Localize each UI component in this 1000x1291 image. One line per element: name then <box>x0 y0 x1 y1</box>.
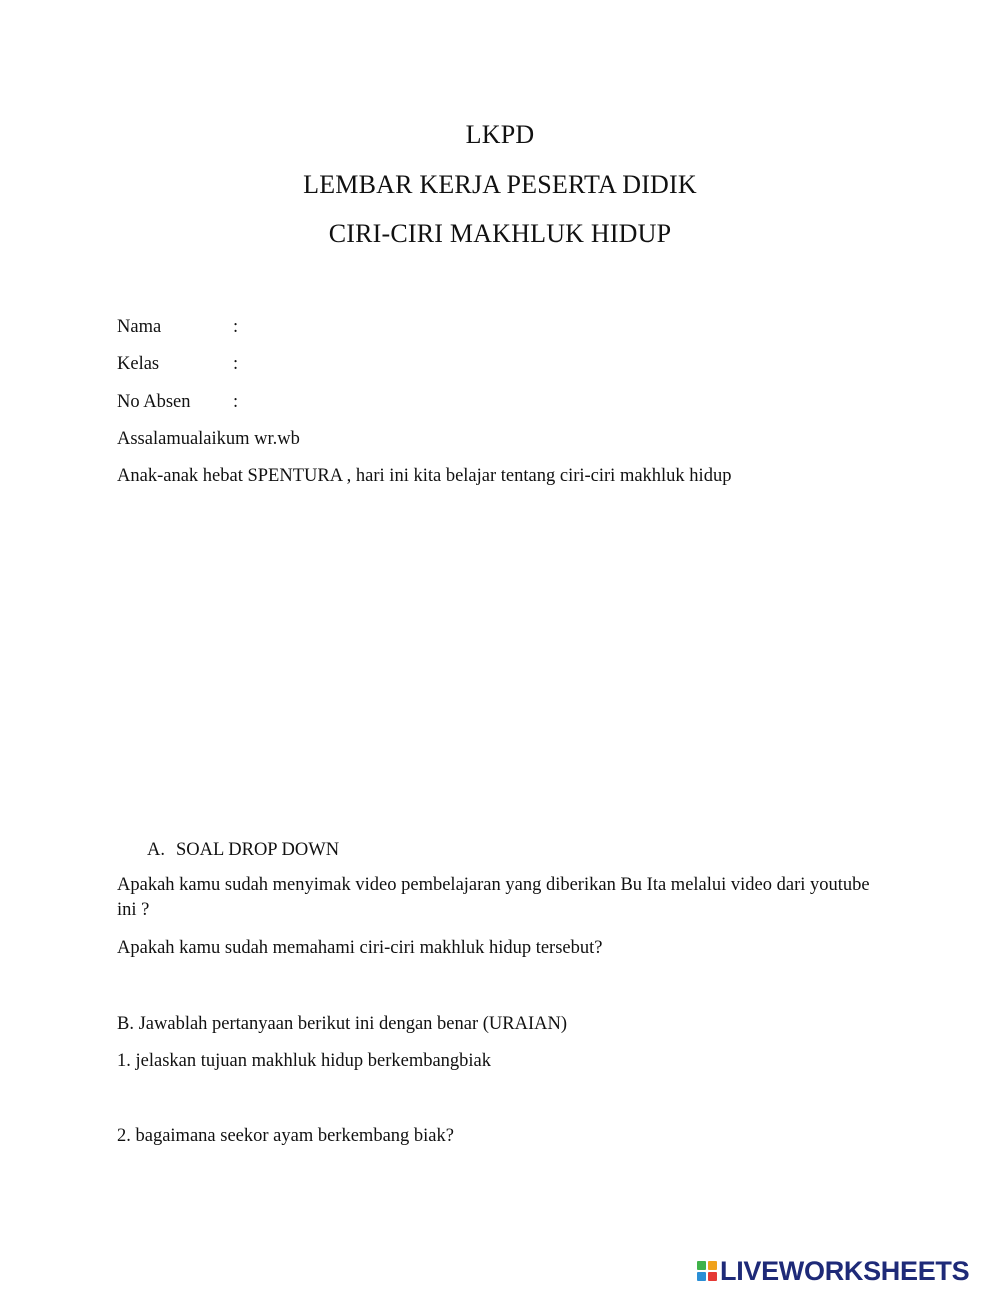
field-label-nama: Nama <box>117 317 162 337</box>
section-a-heading <box>147 841 339 860</box>
section-b-heading: B. Jawablah pertanyaan berikut ini dengan benar (URAIAN) <box>117 1014 568 1034</box>
question-b2: 2. bagaimana seekor ayam berkembang biak? <box>117 1126 454 1146</box>
page-subtitle: LEMBAR KERJA PESERTA DIDIK <box>303 170 697 199</box>
intro-text: Anak-anak hebat SPENTURA , hari ini kita belajar tentang ciri-ciri makhluk hidup <box>117 466 732 486</box>
field-separator: : <box>233 317 239 337</box>
logo-blocks-icon <box>697 1261 717 1281</box>
question-a1: Apakah kamu sudah menyimak video pembelajaran yang diberikan Bu Ita melalui video dari youtube ini ? <box>117 875 870 920</box>
section-a-title: SOAL DROP DOWN <box>176 840 340 860</box>
question-b1: 1. jelaskan tujuan makhluk hidup berkembangbiak <box>117 1051 492 1071</box>
logo-text: LIVEWORKSHEETS <box>720 1255 970 1286</box>
liveworksheets-logo <box>697 1257 969 1285</box>
field-separator: : <box>233 392 239 412</box>
question-a2: Apakah kamu sudah memahami ciri-ciri makhluk hidup tersebut? <box>117 938 603 958</box>
field-separator: : <box>233 354 239 374</box>
greeting-text: Assalamualaikum wr.wb <box>117 429 300 449</box>
section-a-marker: A. <box>147 840 165 860</box>
field-label-kelas: Kelas <box>117 354 160 374</box>
page-title: LKPD <box>465 120 535 149</box>
field-label-no-absen: No Absen <box>117 392 191 412</box>
page-topic: CIRI-CIRI MAKHLUK HIDUP <box>328 219 672 248</box>
